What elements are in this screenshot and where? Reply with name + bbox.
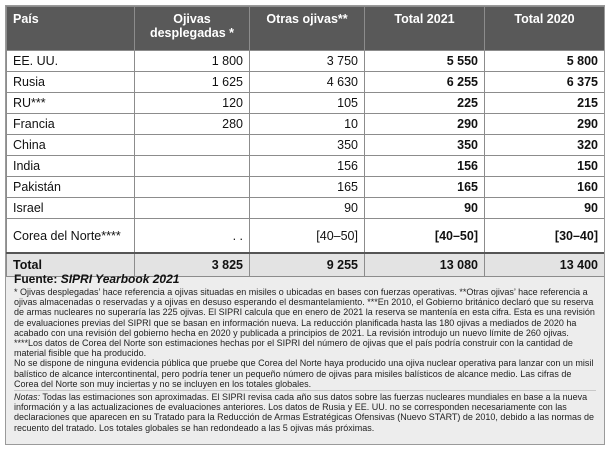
cell-other: 3 750 <box>250 51 365 72</box>
cell-country: Francia <box>7 114 135 135</box>
cell-country: China <box>7 135 135 156</box>
table-row <box>7 177 605 198</box>
table-row <box>7 198 605 219</box>
table-row <box>7 51 605 72</box>
cell-total-2021: 6 255 <box>365 72 485 93</box>
table-row <box>7 156 605 177</box>
notes-label: Notas: <box>14 392 41 403</box>
source-line <box>14 272 596 286</box>
cell-country: Corea del Norte**** <box>7 219 135 254</box>
footnote-definitions: * Ojivas desplegadas’ hace referencia a ojivas situadas en misiles o ubicadas en bases con fuerzas operativas. **Otras ojivas’ hace referencia a ojivas almacenadas o reservadas y a ojivas en desuso esperando el desmantelamiento. ***En 2010, el Gobierno británico declaró que su reserva de armas nucleares no superaría las 225 ojivas. El SIPRI calcula que en enero de 2021 la reserva se mantenía en esta cifra. Esta es una revisión de evaluaciones previas del SIPRI que se basan en información nueva. La reducción planificada hasta las 180 ojivas a mediados de 2020 ha acabado con una revisión del gobierno hecha en 2020 y publicada a principios de 2021. La revisión introdujo un nuevo límite de 260 ojivas. ****Los datos de Corea del Norte son estimaciones hechas por el SIPRI del número de ojivas que el país podría construir con la cantidad de material fisible que ha producido. <box>14 287 595 359</box>
cell-country: Rusia <box>7 72 135 93</box>
source-title: SIPRI Yearbook 2021 <box>60 272 180 286</box>
cell-country: EE. UU. <box>7 51 135 72</box>
cell-total-2021: 225 <box>365 93 485 114</box>
notes-paragraph <box>14 392 596 433</box>
cell-other: 4 630 <box>250 72 365 93</box>
header-other-warheads: Otras ojivas** <box>250 7 365 51</box>
cell-deployed: 280 <box>135 114 250 135</box>
cell-total-2020: 90 <box>485 198 605 219</box>
cell-total-2021: 290 <box>365 114 485 135</box>
cell-grand-total-2021: 13 080 <box>365 253 485 277</box>
table-row <box>7 135 605 156</box>
cell-country: RU*** <box>7 93 135 114</box>
cell-country: Israel <box>7 198 135 219</box>
cell-other: 165 <box>250 177 365 198</box>
cell-total-other: 9 255 <box>250 253 365 277</box>
cell-total-label: Total <box>7 253 135 277</box>
cell-deployed <box>135 177 250 198</box>
cell-grand-total-2020: 13 400 <box>485 253 605 277</box>
cell-total-2020: [30–40] <box>485 219 605 254</box>
cell-total-deployed: 3 825 <box>135 253 250 277</box>
cell-total-2021: [40–50] <box>365 219 485 254</box>
cell-other: 10 <box>250 114 365 135</box>
cell-deployed <box>135 198 250 219</box>
cell-total-2021: 165 <box>365 177 485 198</box>
source-label: Fuente: <box>14 272 58 286</box>
cell-total-2020: 150 <box>485 156 605 177</box>
cell-deployed <box>135 156 250 177</box>
cell-total-2020: 6 375 <box>485 72 605 93</box>
footnote-north-korea: No se dispone de ninguna evidencia pública que pruebe que Corea del Norte haya producido una ojiva nuclear operativa para lanzar con un misil balístico de alcance intercontinental, pero podría tener un pequeño número de ojivas para misiles balísticos de alcance medio. Las cifras de Corea del Norte son muy inciertas y no se incluyen en los totales globales. <box>14 358 594 389</box>
notes-text: Todas las estimaciones son aproximadas. El SIPRI revisa cada año sus datos sobre las fuerzas nucleares mundiales en base a la nueva información y a las actualizaciones de evaluaciones anteriores. Los datos de Rusia y EE. UU. no se corresponden necesariamente con las declaraciones que aparecen en su Tratado para la Reducción de Armas Estratégicas Ofensivas (Nuevo START) de 2010, debido a las normas de recuento del tratado. Los totales globales se han redondeado a las 5 ojivas más próximas. <box>14 392 594 433</box>
cell-total-2021: 350 <box>365 135 485 156</box>
cell-other: 156 <box>250 156 365 177</box>
cell-total-2020: 160 <box>485 177 605 198</box>
table-row <box>7 72 605 93</box>
cell-country: Pakistán <box>7 177 135 198</box>
cell-total-2021: 156 <box>365 156 485 177</box>
cell-deployed: 1 625 <box>135 72 250 93</box>
cell-country: India <box>7 156 135 177</box>
footnotes-section <box>6 268 604 433</box>
nuclear-forces-table <box>6 6 605 277</box>
table-row <box>7 114 605 135</box>
header-deployed-warheads: Ojivas desplegadas * <box>135 7 250 51</box>
cell-total-2021: 90 <box>365 198 485 219</box>
header-country: País <box>7 7 135 51</box>
nuclear-forces-table-panel <box>5 5 605 445</box>
cell-deployed: 1 800 <box>135 51 250 72</box>
cell-total-2020: 290 <box>485 114 605 135</box>
table-row <box>7 93 605 114</box>
table-row <box>7 219 605 254</box>
notes-block <box>14 390 596 433</box>
cell-other: 350 <box>250 135 365 156</box>
cell-other: 90 <box>250 198 365 219</box>
cell-total-2020: 5 800 <box>485 51 605 72</box>
cell-deployed: . . <box>135 219 250 254</box>
cell-other: 105 <box>250 93 365 114</box>
table-header-row <box>7 7 605 51</box>
cell-other: [40–50] <box>250 219 365 254</box>
cell-total-2020: 215 <box>485 93 605 114</box>
cell-total-2021: 5 550 <box>365 51 485 72</box>
header-total-2021: Total 2021 <box>365 7 485 51</box>
header-total-2020: Total 2020 <box>485 7 605 51</box>
cell-deployed <box>135 135 250 156</box>
cell-total-2020: 320 <box>485 135 605 156</box>
cell-deployed: 120 <box>135 93 250 114</box>
